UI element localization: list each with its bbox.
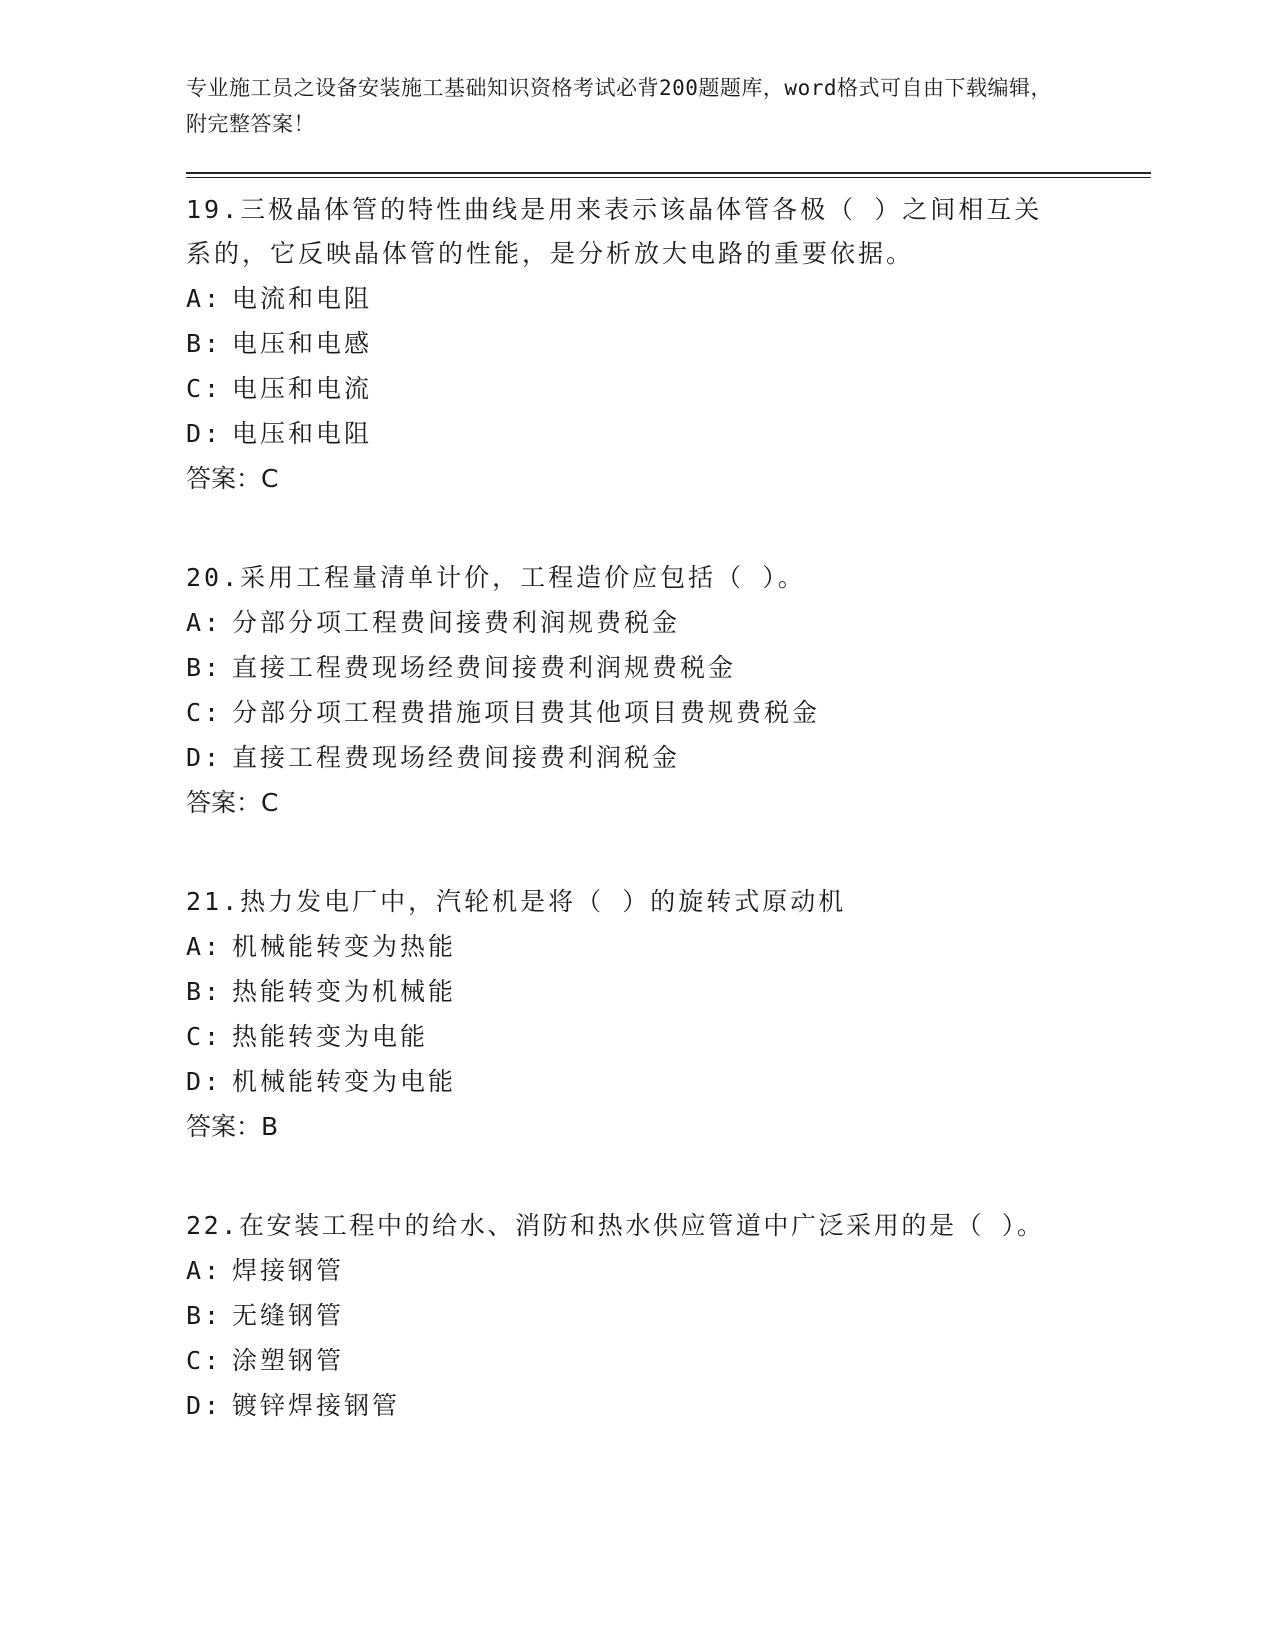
option-key: A: — [186, 1256, 223, 1285]
option-c — [186, 366, 1146, 411]
option-text: 电流和电阻 — [232, 284, 373, 313]
option-key: C: — [186, 698, 223, 727]
option-text: 热能转变为机械能 — [232, 977, 457, 1006]
option-b — [186, 969, 1146, 1014]
question-spacer — [186, 1150, 1146, 1194]
option-key: A: — [186, 284, 223, 313]
option-key: B: — [186, 653, 223, 682]
option-text: 镀锌焊接钢管 — [232, 1391, 401, 1420]
option-key: C: — [186, 374, 223, 403]
question-20 — [186, 556, 1146, 826]
option-d — [186, 411, 1146, 456]
option-text: 分部分项工程费措施项目费其他项目费规费税金 — [232, 698, 821, 727]
option-key: D: — [186, 743, 223, 772]
option-key: A: — [186, 932, 223, 961]
option-text: 电压和电感 — [232, 329, 373, 358]
question-21 — [186, 880, 1146, 1150]
option-key: B: — [186, 977, 223, 1006]
option-text: 机械能转变为电能 — [232, 1067, 457, 1096]
question-title: 21.热力发电厂中，汽轮机是将（ ）的旋转式原动机 — [186, 887, 847, 916]
option-b — [186, 321, 1146, 366]
option-text: 直接工程费现场经费间接费利润税金 — [232, 743, 681, 772]
answer-line: 答案：B — [186, 1112, 279, 1141]
option-key: C: — [186, 1022, 223, 1051]
option-key: D: — [186, 1391, 223, 1420]
option-text: 涂塑钢管 — [232, 1346, 345, 1375]
option-text: 直接工程费现场经费间接费利润规费税金 — [232, 653, 737, 682]
question-title: 20.采用工程量清单计价，工程造价应包括（ ）。 — [186, 563, 806, 592]
question-spacer — [186, 502, 1146, 546]
option-key: A: — [186, 608, 223, 637]
option-c — [186, 1338, 1146, 1383]
question-spacer — [186, 826, 1146, 870]
question-title: 22.在安装工程中的给水、消防和热水供应管道中广泛采用的是（ ）。 — [186, 1211, 1045, 1240]
option-b — [186, 1293, 1146, 1338]
option-b — [186, 645, 1146, 690]
option-text: 分部分项工程费间接费利润规费税金 — [232, 608, 681, 637]
option-c — [186, 690, 1146, 735]
question-19 — [186, 188, 1146, 502]
option-d — [186, 1383, 1146, 1428]
question-title: 19.三极晶体管的特性曲线是用来表示该晶体管各极（ ）之间相互关系的，它反映晶体管的性能，是分析放大电路的重要依据。 — [186, 195, 1043, 268]
option-a — [186, 276, 1146, 321]
option-text: 电压和电阻 — [232, 419, 373, 448]
option-text: 无缝钢管 — [232, 1301, 345, 1330]
option-key: C: — [186, 1346, 223, 1375]
option-a — [186, 600, 1146, 645]
option-text: 机械能转变为热能 — [232, 932, 457, 961]
option-c — [186, 1014, 1146, 1059]
option-text: 焊接钢管 — [232, 1256, 345, 1285]
option-d — [186, 735, 1146, 780]
document-page — [186, 70, 1146, 1428]
option-key: B: — [186, 1301, 223, 1330]
question-22 — [186, 1204, 1146, 1428]
option-key: B: — [186, 329, 223, 358]
answer-line: 答案：C — [186, 464, 279, 493]
option-text: 热能转变为电能 — [232, 1022, 429, 1051]
option-text: 电压和电流 — [232, 374, 373, 403]
document-header: 专业施工员之设备安装施工基础知识资格考试必背200题题库，word格式可自由下载编辑，附完整答案！ — [186, 76, 1052, 136]
option-a — [186, 1248, 1146, 1293]
option-key: D: — [186, 1067, 223, 1096]
option-d — [186, 1059, 1146, 1104]
option-a — [186, 924, 1146, 969]
header-divider — [186, 172, 1151, 178]
option-key: D: — [186, 419, 223, 448]
answer-line: 答案：C — [186, 788, 279, 817]
